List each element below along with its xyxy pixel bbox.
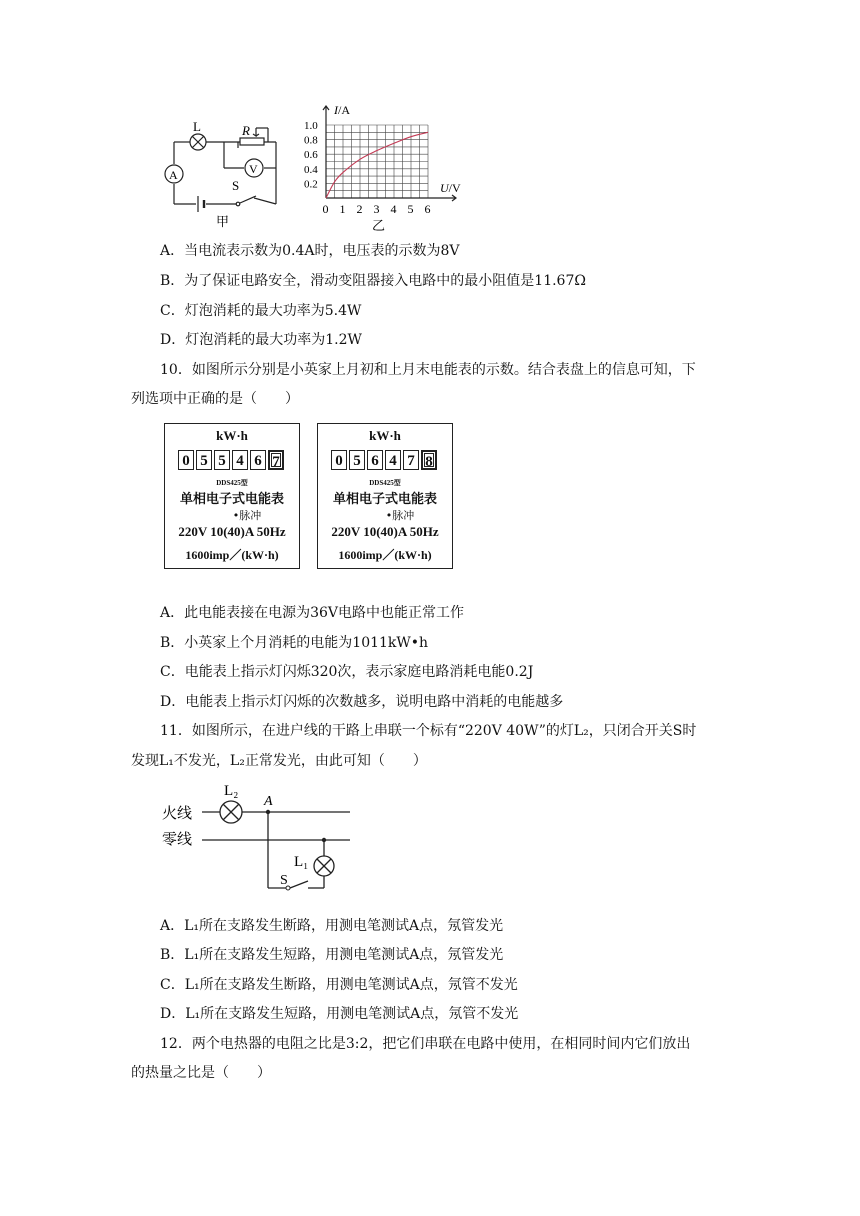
x-tick-label: 2 — [356, 202, 363, 216]
meter-name: 单相电子式电能表 — [332, 492, 437, 507]
x-tick-label: 0 — [322, 202, 329, 216]
meter-digit: 6 — [367, 450, 383, 470]
meter-decimal-digit: 8 — [421, 450, 437, 470]
junction-a — [266, 810, 270, 814]
q9-option-c: C．灯泡消耗的最大功率为5.4W — [160, 303, 362, 319]
q10-option-c: C．电能表上指示灯闪烁320次，表示家庭电路消耗电能0.2J — [160, 664, 534, 680]
q10-stem-line1: 10．如图所示分别是小英家上月初和上月末电能表的示数。结合表盘上的信息可知，下 — [160, 362, 696, 378]
energy-meter-end — [317, 423, 453, 569]
meter-digit: 4 — [232, 450, 248, 470]
lamp-l2-label: L₂ — [224, 783, 239, 799]
meter-rating: 220V 10(40)A 50Hz — [331, 524, 439, 539]
lamp-label: L — [193, 119, 201, 134]
meter-digit: 5 — [349, 450, 365, 470]
live-wire-label: 火线 — [162, 806, 193, 822]
graph-caption: 乙 — [372, 218, 386, 233]
lamp-l1-icon — [314, 856, 334, 876]
meter-pulse: •脉冲 — [385, 509, 415, 522]
meter-imp: 1600imp／(kW·h) — [185, 548, 279, 562]
x-tick-label: 1 — [339, 202, 346, 216]
neutral-wire-label: 零线 — [162, 832, 193, 848]
meter-digit: 7 — [403, 450, 419, 470]
meter-digits — [331, 450, 439, 470]
meter-digit: 6 — [250, 450, 266, 470]
q12-stem-line1: 12．两个电热器的电阻之比是3:2，把它们串联在电路中使用，在相同时间内它们放出 — [160, 1036, 691, 1052]
meter-digits — [178, 450, 286, 470]
q11-option-a: A．L₁所在支路发生断路，用测电笔测试A点，氖管发光 — [160, 918, 504, 934]
meter-pulse: •脉冲 — [232, 509, 262, 522]
x-tick-label: 5 — [407, 202, 414, 216]
q11-option-c: C．L₁所在支路发生断路，用测电笔测试A点，氖管不发光 — [160, 977, 518, 993]
meter-model: DDS425型 — [369, 479, 401, 487]
lamp-icon — [190, 134, 206, 150]
switch-label: S — [232, 178, 240, 193]
switch-s-label: S — [280, 873, 288, 888]
y-tick-label: 0.8 — [304, 134, 318, 147]
lamp-l2-icon — [220, 801, 242, 823]
y-tick-label: 0.6 — [304, 149, 318, 162]
meter-digit: 0 — [331, 450, 347, 470]
x-tick-label: 3 — [373, 202, 380, 216]
q9-option-d: D．灯泡消耗的最大功率为1.2W — [160, 332, 362, 348]
lamp-l1-label: L₁ — [294, 854, 309, 870]
x-tick-label: 4 — [390, 202, 397, 216]
q10-stem-line2: 列选项中正确的是（ ） — [131, 391, 299, 407]
meter-name: 单相电子式电能表 — [179, 492, 284, 507]
x-axis-label: U/V — [440, 181, 461, 195]
y-tick-label: 1.0 — [304, 120, 318, 132]
voltmeter-label: V — [249, 162, 258, 176]
ammeter-label: A — [169, 168, 178, 182]
meter-digit: 0 — [178, 450, 194, 470]
x-tick-label: 6 — [424, 202, 431, 216]
circuit-caption: 甲 — [216, 214, 230, 229]
meter-unit: kW·h — [369, 428, 401, 443]
meter-digit: 4 — [385, 450, 401, 470]
meter-digit: 5 — [214, 450, 230, 470]
meter-unit: kW·h — [216, 428, 248, 443]
meter-imp: 1600imp／(kW·h) — [338, 548, 432, 562]
y-tick-label: 0.2 — [304, 178, 318, 191]
energy-meter-start — [164, 423, 300, 569]
q10-option-d: D．电能表上指示灯闪烁的次数越多，说明电路中消耗的电能越多 — [160, 694, 564, 710]
point-a-label: A — [264, 794, 273, 809]
meter-digit: 5 — [196, 450, 212, 470]
y-axis-label: I/A — [334, 103, 350, 117]
y-tick-label: 0.4 — [304, 163, 318, 176]
q10-option-a: A．此电能表接在电源为36V电路中也能正常工作 — [160, 605, 465, 621]
meter-rating: 220V 10(40)A 50Hz — [178, 524, 286, 539]
iu-graph-yi — [298, 100, 464, 234]
rheostat-label: R — [242, 123, 250, 138]
household-circuit-diagram — [160, 778, 360, 900]
q11-stem-line1: 11．如图所示，在进户线的干路上串联一个标有“220V 40W”的灯L₂，只闭合开关S时 — [160, 723, 697, 739]
meter-model: DDS425型 — [216, 479, 248, 487]
q9-option-b: B．为了保证电路安全，滑动变阻器接入电路中的最小阻值是11.67Ω — [160, 273, 586, 289]
circuit-diagram-jia — [158, 118, 288, 230]
q10-option-b: B．小英家上个月消耗的电能为1011kW•h — [160, 635, 429, 651]
q11-stem-line2: 发现L₁不发光，L₂正常发光，由此可知（ ） — [131, 753, 427, 769]
junction-neutral — [322, 838, 326, 842]
meter-decimal-digit: 7 — [268, 450, 284, 470]
q12-stem-line2: 的热量之比是（ ） — [131, 1065, 271, 1081]
q11-option-d: D．L₁所在支路发生短路，用测电笔测试A点，氖管不发光 — [160, 1006, 519, 1022]
q9-option-a: A．当电流表示数为0.4A时，电压表的示数为8V — [160, 243, 460, 259]
q11-option-b: B．L₁所在支路发生短路，用测电笔测试A点，氖管发光 — [160, 947, 504, 963]
